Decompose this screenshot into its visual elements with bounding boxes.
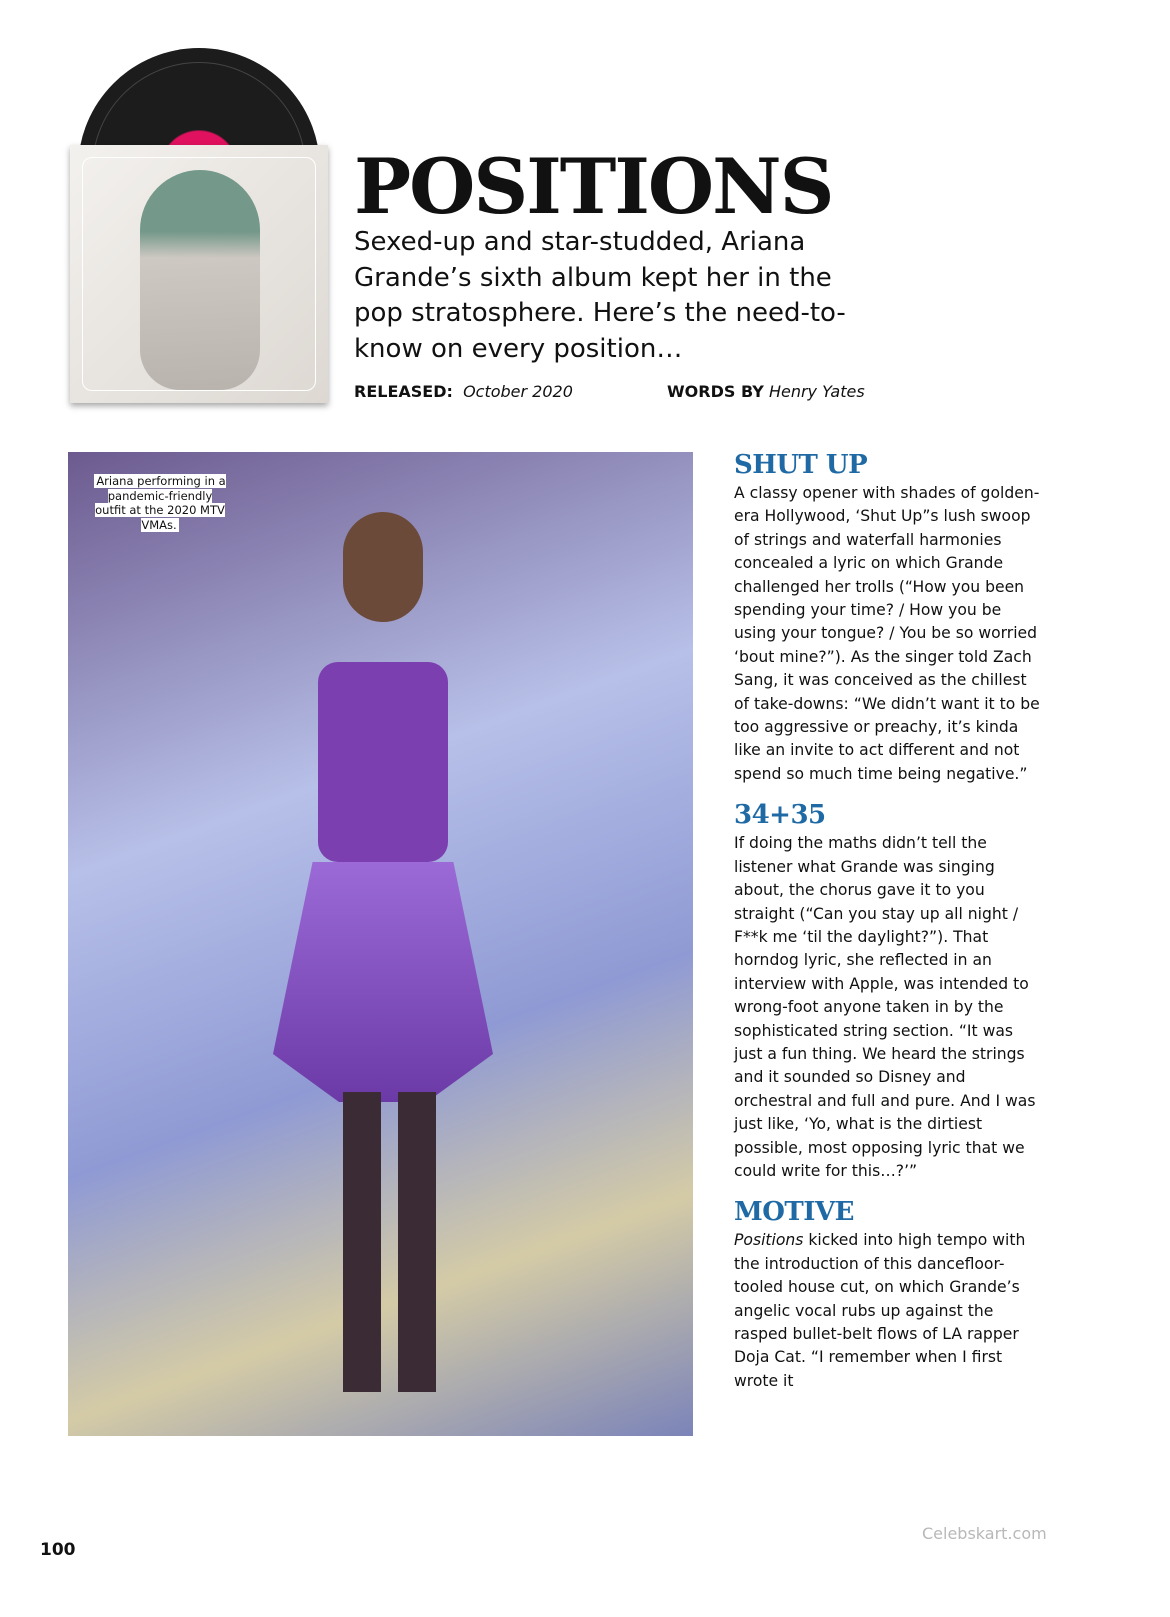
byline: [667, 382, 865, 401]
photo-caption: Ariana performing in a pandemic-friendly outfit at the 2020 MTV VMAs.: [95, 474, 226, 532]
released-value: October 2020: [463, 382, 573, 401]
standfirst: Sexed-up and star-studded, Ariana Grande’s sixth album kept her in the pop stratosphere. Here’s the need-to-know on every position…: [354, 227, 846, 364]
section-heading: 34+35: [734, 800, 826, 831]
section-body: If doing the maths didn’t tell the listener what Grande was singing about, the chorus gave it to you straight (“Can you stay up all night / F**k me ‘til the daylight?”). That horndog lyric, she reflected in an interview with Apple, was intended to wrong-foot anyone taken in by the sophisticated string section. “It was just a fun thing. We heard the strings and it sounded so Disney and orchestral and full and pure. And I was just like, ‘Yo, what is the dirtiest possible, most opposing lyric that we could write for this…?’”: [734, 834, 1036, 1180]
released-label: RELEASED:: [354, 382, 453, 401]
album-cover-image: [70, 145, 328, 403]
words-label: WORDS BY: [667, 382, 764, 401]
section-heading: SHUT UP: [734, 450, 868, 480]
release-info: [354, 382, 573, 401]
page-title: POSITIONS: [354, 142, 833, 231]
section-body: Positions kicked into high tempo with the introduction of this dancefloor-tooled house cut, on which Grande’s angelic vocal rubs up against the rasped bullet-belt flows of LA rapper Doja Cat. “I remember when I first wrote it: [734, 1231, 1026, 1390]
section-heading: MOTIVE: [734, 1197, 854, 1228]
album-title-italic: Positions: [734, 1231, 804, 1250]
author: Henry Yates: [768, 382, 865, 401]
watermark: Celebskart.com: [922, 1524, 1047, 1543]
performance-photo: [68, 452, 693, 1436]
section-body: A classy opener with shades of golden-era Hollywood, ‘Shut Up”s lush swoop of strings and waterfall harmonies concealed a lyric on which Grande challenged her trolls (“How you been spending your time? / How you be using your tongue? / You be so worried ‘bout mine?”). As the singer told Zach Sang, it was conceived as the chillest of take-downs: “We didn’t want it to be too aggressive or preachy, it’s kinda like an invite to act different and not spend so much time being negative.”: [734, 484, 1040, 783]
page-number: 100: [40, 1540, 76, 1560]
article-column: [734, 448, 1044, 1405]
